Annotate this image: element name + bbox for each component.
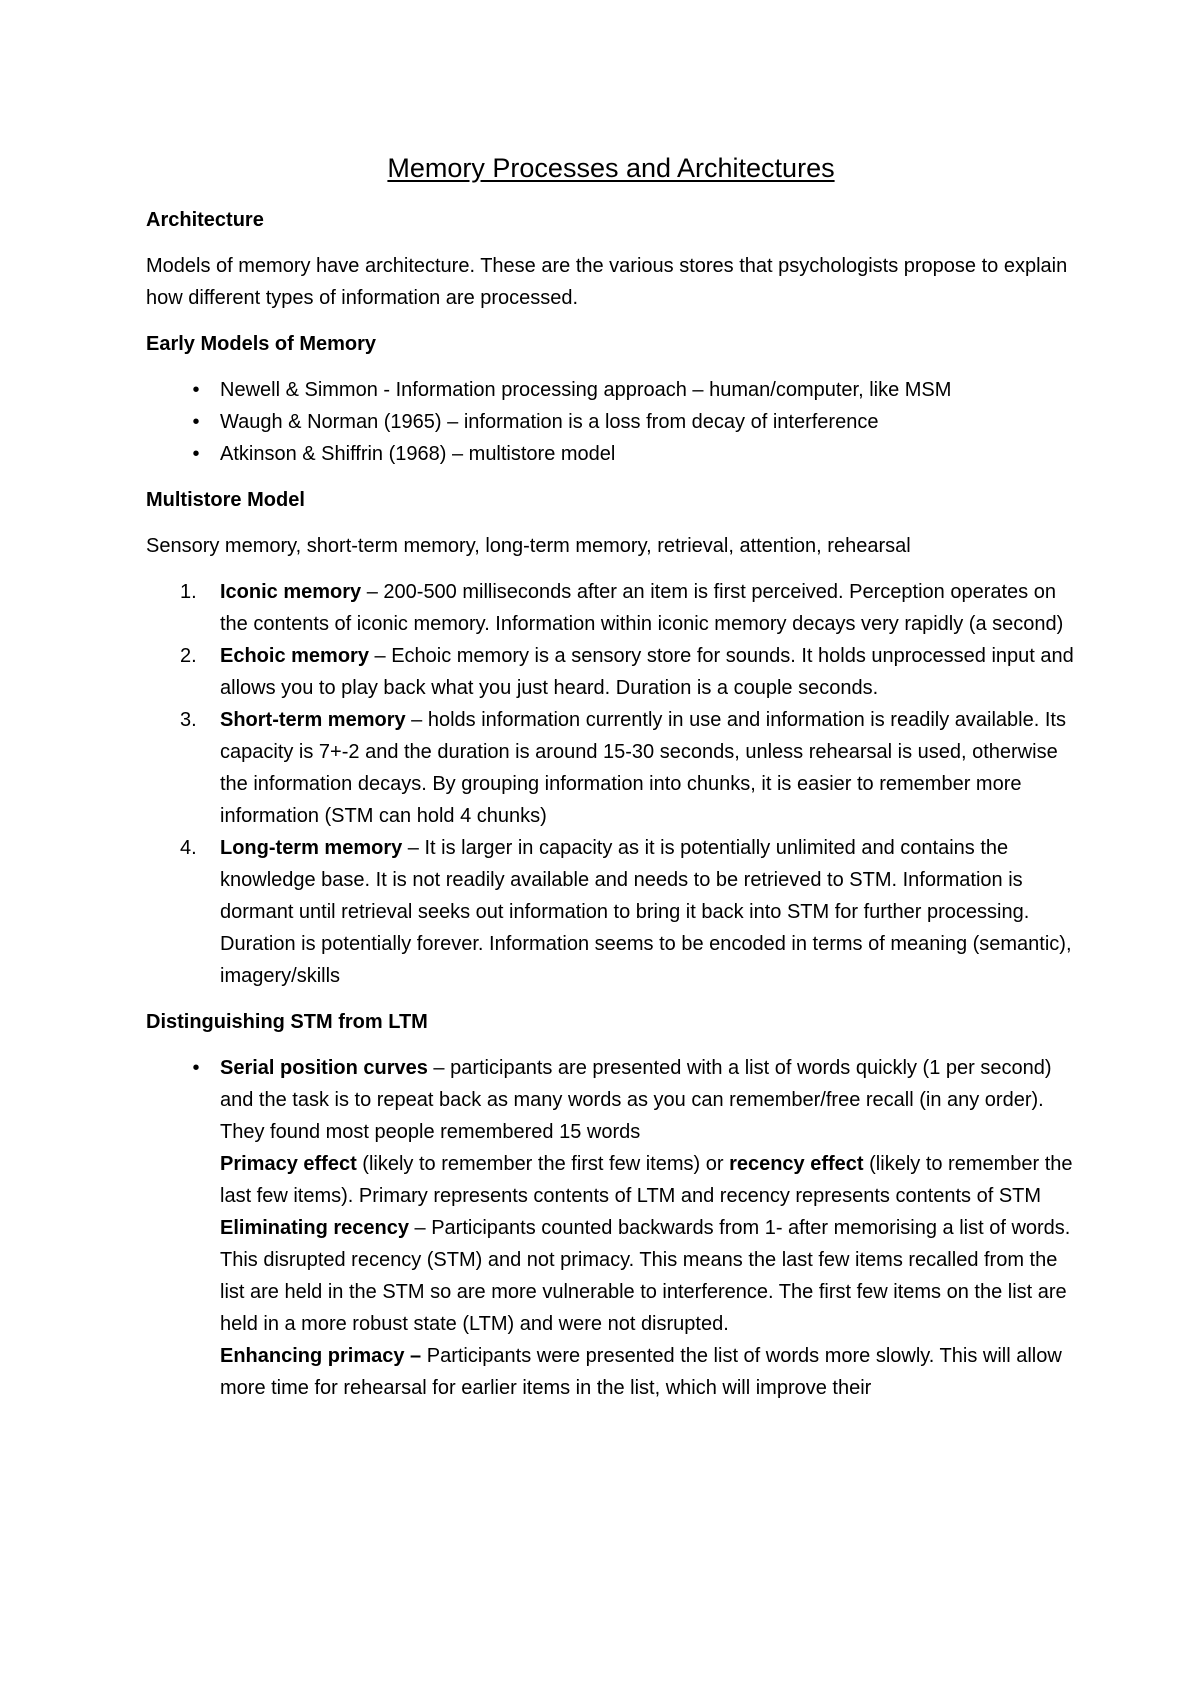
serial-position-term: Serial position curves	[220, 1057, 428, 1079]
serial-position-paragraph	[220, 1052, 1076, 1148]
recency-term: recency effect	[729, 1153, 864, 1175]
enhancing-primacy-term: Enhancing primacy –	[220, 1345, 422, 1367]
list-item-term: Short-term memory	[220, 709, 406, 731]
list-item-text: Newell & Simmon - Information processing approach – human/computer, like MSM	[220, 379, 952, 401]
page-title: Memory Processes and Architectures	[387, 153, 835, 183]
enhancing-primacy-text: Participants were presented the list of words more slowly. This will allow more time for rehearsal for earlier items in the list, which will improve their	[220, 1345, 1062, 1399]
enhancing-primacy-paragraph	[220, 1340, 1076, 1404]
primacy-term: Primacy effect	[220, 1153, 357, 1175]
list-item-term: Long-term memory	[220, 837, 403, 859]
list-item-text: Atkinson & Shiffrin (1968) – multistore model	[220, 443, 616, 465]
multistore-list	[146, 576, 1076, 992]
list-item	[146, 406, 1076, 438]
bullet-icon: •	[192, 379, 200, 401]
primacy-text-1: (likely to remember the first few items) or	[356, 1153, 730, 1175]
list-item	[146, 438, 1076, 470]
early-models-heading: Early Models of Memory	[146, 333, 377, 355]
list-item-term: Echoic memory	[220, 645, 369, 667]
list-item-term: Iconic memory	[220, 581, 362, 603]
architecture-paragraph: Models of memory have architecture. These are the various stores that psychologists propose to explain how different types of information are processed.	[146, 255, 1068, 309]
bullet-icon: •	[192, 443, 200, 465]
list-item-text: Waugh & Norman (1965) – information is a loss from decay of interference	[220, 411, 879, 433]
distinguishing-heading: Distinguishing STM from LTM	[146, 1011, 428, 1033]
list-item-text: – It is larger in capacity as it is potentially unlimited and contains the knowledge base. It is not readily available and needs to be retrieved to STM. Information is dormant until retrieval seeks out information to bring it back into STM for further processing. Duration is potentially forever. Information seems to be encoded in terms of meaning (semantic), imagery/skills	[220, 837, 1072, 987]
list-number: 1.	[180, 581, 197, 603]
eliminating-recency-term: Eliminating recency	[220, 1217, 409, 1239]
list-item	[146, 576, 1076, 640]
list-number: 3.	[180, 709, 197, 731]
list-item-text: – holds information currently in use and information is readily available. Its capacity is 7+-2 and the duration is around 15-30 seconds, unless rehearsal is used, otherwise the information decays. By grouping information into chunks, it is easier to remember more information (STM can hold 4 chunks)	[220, 709, 1066, 827]
architecture-heading: Architecture	[146, 209, 264, 231]
multistore-paragraph: Sensory memory, short-term memory, long-term memory, retrieval, attention, rehearsal	[146, 535, 911, 557]
list-number: 4.	[180, 837, 197, 859]
list-item	[146, 640, 1076, 704]
list-item	[146, 1052, 1076, 1404]
list-item	[146, 374, 1076, 406]
list-item	[146, 832, 1076, 992]
list-item	[146, 704, 1076, 832]
list-number: 2.	[180, 645, 197, 667]
bullet-icon: •	[192, 411, 200, 433]
list-item-text: – 200-500 milliseconds after an item is first perceived. Perception operates on the contents of iconic memory. Information within iconic memory decays very rapidly (a second)	[220, 581, 1064, 635]
list-item-text: – Echoic memory is a sensory store for sounds. It holds unprocessed input and allows you to play back what you just heard. Duration is a couple seconds.	[220, 645, 1074, 699]
eliminating-recency-text: – Participants counted backwards from 1- after memorising a list of words. This disrupted recency (STM) and not primacy. This means the last few items recalled from the list are held in the STM so are more vulnerable to interference. The first few items on the list are held in a more robust state (LTM) and were not disrupted.	[220, 1217, 1071, 1335]
bullet-icon: •	[192, 1057, 200, 1079]
primacy-text-2: (likely to remember the last few items). Primary represents contents of LTM and recency represents contents of STM	[220, 1153, 1073, 1207]
primacy-paragraph	[220, 1148, 1076, 1212]
multistore-heading: Multistore Model	[146, 489, 305, 511]
distinguishing-list	[146, 1052, 1076, 1404]
early-models-list	[146, 374, 1076, 470]
eliminating-recency-paragraph	[220, 1212, 1076, 1340]
document-body	[146, 150, 1076, 1418]
serial-position-text: – participants are presented with a list of words quickly (1 per second) and the task is to repeat back as many words as you can remember/free recall (in any order). They found most people remembered 15 words	[220, 1057, 1052, 1143]
